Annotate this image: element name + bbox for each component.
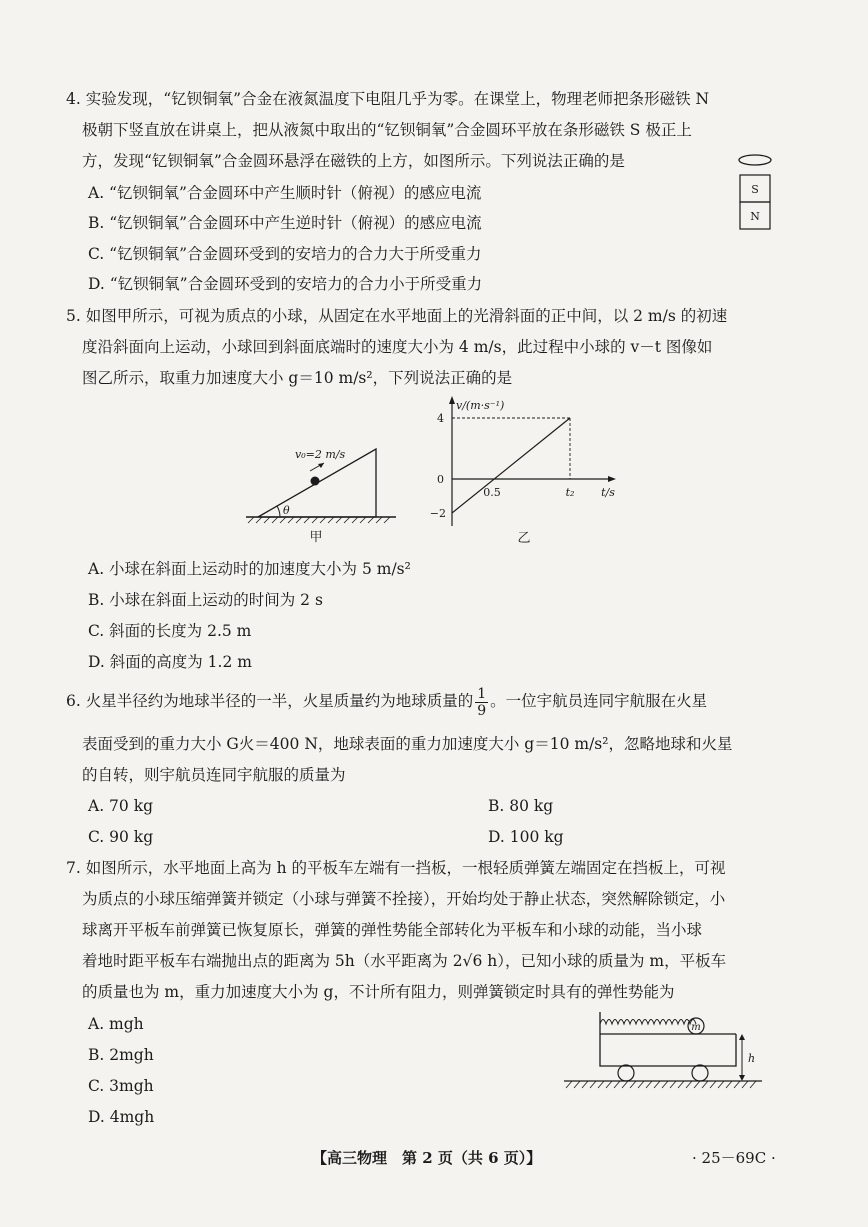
caption-jia: 甲 — [309, 530, 323, 545]
y-axis-label: v/(m·s⁻¹) — [456, 399, 505, 412]
q7-option-d: D. 4mgh — [88, 1108, 155, 1126]
q5-line-1: 5. 如图甲所示，可视为质点的小球，从固定在水平地面上的光滑斜面的正中间，以 2 m/s 的初速 — [66, 307, 728, 325]
q7-option-b: B. 2mgh — [88, 1046, 154, 1064]
n-label: N — [750, 210, 760, 223]
spring — [600, 1020, 696, 1025]
ball-label: m — [691, 1022, 701, 1033]
q5-option-a: A. 小球在斜面上运动时的加速度大小为 5 m/s² — [88, 560, 411, 578]
magnet-figure — [730, 148, 780, 234]
cart-figure — [562, 1008, 768, 1100]
wheel-right — [692, 1065, 708, 1081]
q5-line-2: 度沿斜面向上运动，小球回到斜面底端时的速度大小为 4 m/s，此过程中小球的 v－t 图像如 — [82, 338, 713, 356]
caption-yi: 乙 — [517, 531, 531, 546]
ground-hatch-7 — [566, 1081, 756, 1088]
q6-fraction-numerator: 1 — [477, 685, 487, 702]
angle-arc — [277, 506, 280, 517]
height-arrow-bottom — [739, 1075, 745, 1081]
tick-4: 4 — [437, 412, 444, 425]
q7-line-4: 着地时距平板车右端抛出点的距离为 5h（水平距离为 2√6 h），已知小球的质量为 m，平板车 — [82, 952, 727, 970]
height-arrow-top — [739, 1034, 745, 1040]
q6-line-1 — [66, 682, 707, 720]
q5-line-3: 图乙所示，取重力加速度大小 g＝10 m/s²，下列说法正确的是 — [82, 369, 513, 387]
ring — [739, 155, 771, 165]
q7-line-2: 为质点的小球压缩弹簧并锁定（小球与弹簧不拴接），开始均处于静止状态，突然解除锁定，小 — [82, 890, 726, 908]
q6-option-d: D. 100 kg — [488, 828, 564, 846]
q6-line-1-post: 。一位宇航员连同宇航服在火星 — [490, 692, 708, 710]
q6-option-b: B. 80 kg — [488, 797, 554, 815]
q6-line-3: 的自转，则宇航员连同宇航服的质量为 — [82, 766, 346, 784]
q7-option-c: C. 3mgh — [88, 1077, 154, 1095]
q6-line-1-pre: 6. 火星半径约为地球半径的一半，火星质量约为地球质量的 — [66, 692, 474, 710]
q4-option-b: B. “钇钡铜氧”合金圆环中产生逆时针（俯视）的感应电流 — [88, 214, 482, 232]
wheel-left — [618, 1065, 634, 1081]
q6-line-2: 表面受到的重力大小 G火＝400 N，地球表面的重力加速度大小 g＝10 m/s²，忽略地球和火星 — [82, 735, 733, 753]
q6-option-a: A. 70 kg — [88, 797, 154, 815]
footer-page-info: 【高三物理 第 2 页（共 6 页）】 — [312, 1149, 542, 1167]
q7-line-5: 的质量也为 m，重力加速度大小为 g，不计所有阻力，则弹簧锁定时具有的弹性势能为 — [82, 983, 675, 1001]
q7-line-1: 7. 如图所示，水平地面上高为 h 的平板车左端有一挡板，一根轻质弹簧左端固定在挡板上，可视 — [66, 859, 726, 877]
tick-t2: t₂ — [565, 486, 575, 499]
height-label: h — [748, 1052, 756, 1065]
x-axis-label: t/s — [601, 486, 615, 499]
s-label: S — [751, 183, 759, 196]
tick-neg2: −2 — [429, 507, 446, 520]
ball — [311, 477, 320, 486]
q4-option-c: C. “钇钡铜氧”合金圆环受到的安培力的合力大于所受重力 — [88, 245, 482, 263]
q6-fraction — [475, 686, 488, 719]
incline-figure — [238, 435, 408, 547]
y-axis-arrow — [449, 396, 455, 404]
q6-fraction-denominator: 9 — [477, 702, 487, 719]
q5-option-c: C. 斜面的长度为 2.5 m — [88, 622, 252, 640]
vt-graph — [420, 392, 620, 550]
q6-option-c: C. 90 kg — [88, 828, 154, 846]
tick-0-5: 0.5 — [483, 486, 501, 499]
footer-code: · 25－69C · — [692, 1149, 776, 1167]
q5-option-b: B. 小球在斜面上运动的时间为 2 s — [88, 591, 323, 609]
q7-option-a: A. mgh — [88, 1015, 144, 1033]
q5-option-d: D. 斜面的高度为 1.2 m — [88, 653, 252, 671]
q4-option-d: D. “钇钡铜氧”合金圆环受到的安培力的合力小于所受重力 — [88, 275, 483, 293]
q4-line-2: 极朝下竖直放在讲桌上，把从液氮中取出的“钇钡铜氧”合金圆环平放在条形磁铁 S 极正上 — [82, 121, 692, 139]
x-axis-arrow — [608, 476, 616, 482]
q7-line-3: 球离开平板车前弹簧已恢复原长，弹簧的弹性势能全部转化为平板车和小球的动能，当小球 — [82, 921, 703, 939]
theta-label: θ — [283, 504, 290, 517]
q4-line-1: 4. 实验发现，“钇钡铜氧”合金在液氮温度下电阻几乎为零。在课堂上，物理老师把条形磁铁 N — [66, 90, 710, 108]
tick-0: 0 — [437, 473, 444, 486]
v0-label: v₀=2 m/s — [295, 448, 346, 461]
q4-line-3: 方，发现“钇钡铜氧”合金圆环悬浮在磁铁的上方，如图所示。下列说法正确的是 — [82, 152, 625, 170]
vt-line — [452, 418, 570, 513]
ground-hatch — [248, 517, 390, 523]
q4-option-a: A. “钇钡铜氧”合金圆环中产生顺时针（俯视）的感应电流 — [88, 184, 482, 202]
